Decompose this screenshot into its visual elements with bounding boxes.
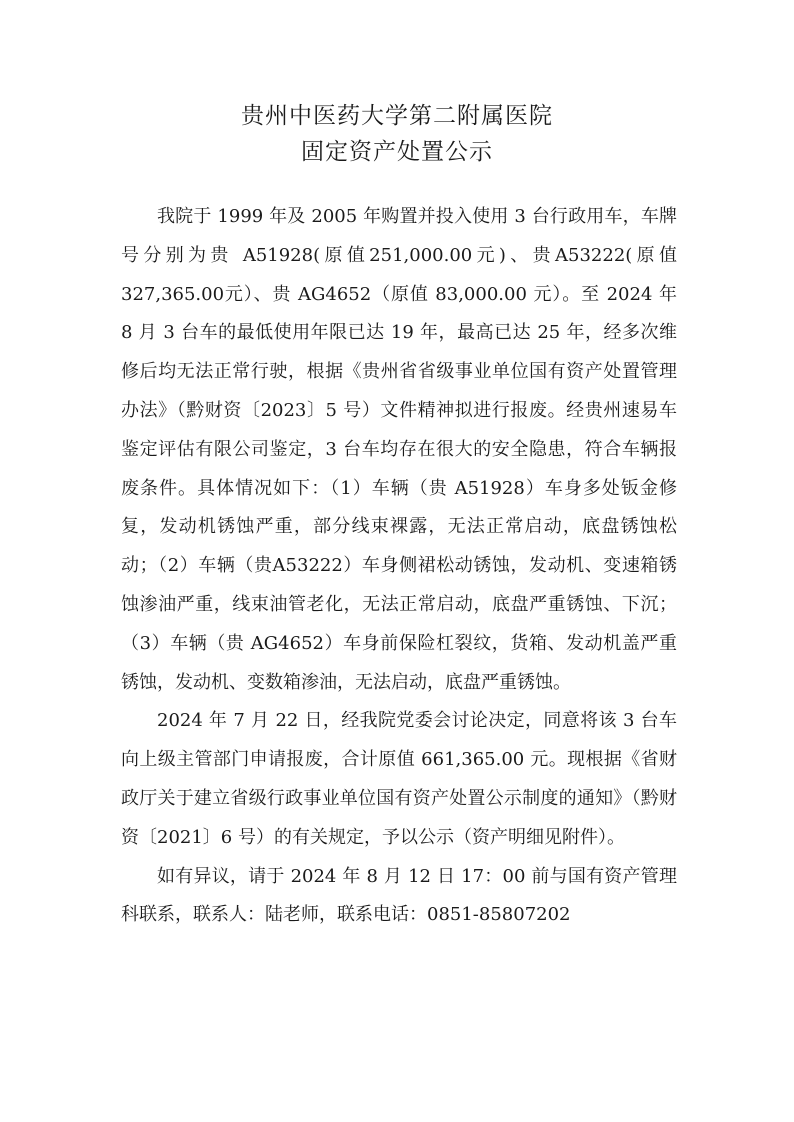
title-block: [0, 98, 794, 170]
document-body: [121, 198, 677, 935]
title-hospital-name: 贵州中医药大学第二附属医院: [241, 103, 553, 129]
paragraph-vehicle-details: 我院于 1999 年及 2005 年购置并投入使用 3 台行政用车，车牌号分别为贵 A51928(原值251,000.00元)、贵A53222(原值327,365.00元）、贵 AG4652（原值 83,000.00 元）。至 2024 年 8 月 3 台车的最低使用年限已达 19 年，最高已达 25 年，经多次维修后均无法正常行驶，根据《贵州省省级事业单位国有资产处置管理办法》（黔财资〔2023〕5 号）文件精神拟进行报废。经贵州速易车鉴定评估有限公司鉴定，3 台车均存在很大的安全隐患，符合车辆报废条件。具体情况如下：（1）车辆（贵 A51928）车身多处钣金修复，发动机锈蚀严重，部分线束裸露，无法正常启动，底盘锈蚀松动；（2）车辆（贵A53222）车身侧裙松动锈蚀，发动机、变速箱锈蚀渗油严重，线束油管老化，无法正常启动，底盘严重锈蚀、下沉；（3）车辆（贵 AG4652）车身前保险杠裂纹，货箱、发动机盖严重锈蚀，发动机、变数箱渗油，无法启动，底盘严重锈蚀。: [121, 206, 677, 693]
paragraph-decision: 2024 年 7 月 22 日，经我院党委会讨论决定，同意将该 3 台车向上级主管部门申请报废，合计原值 661,365.00 元。现根据《省财政厅关于建立省级行政事业单位国有资产处置公示制度的通知》（黔财资〔2021〕6 号）的有关规定，予以公示（资产明细见附件）。: [121, 710, 677, 848]
paragraph-contact: 如有异议，请于 2024 年 8 月 12 日 17：00 前与国有资产管理科联系，联系人：陆老师，联系电话：0851-85807202: [121, 865, 677, 926]
title-notice-name: 固定资产处置公示: [301, 139, 493, 165]
